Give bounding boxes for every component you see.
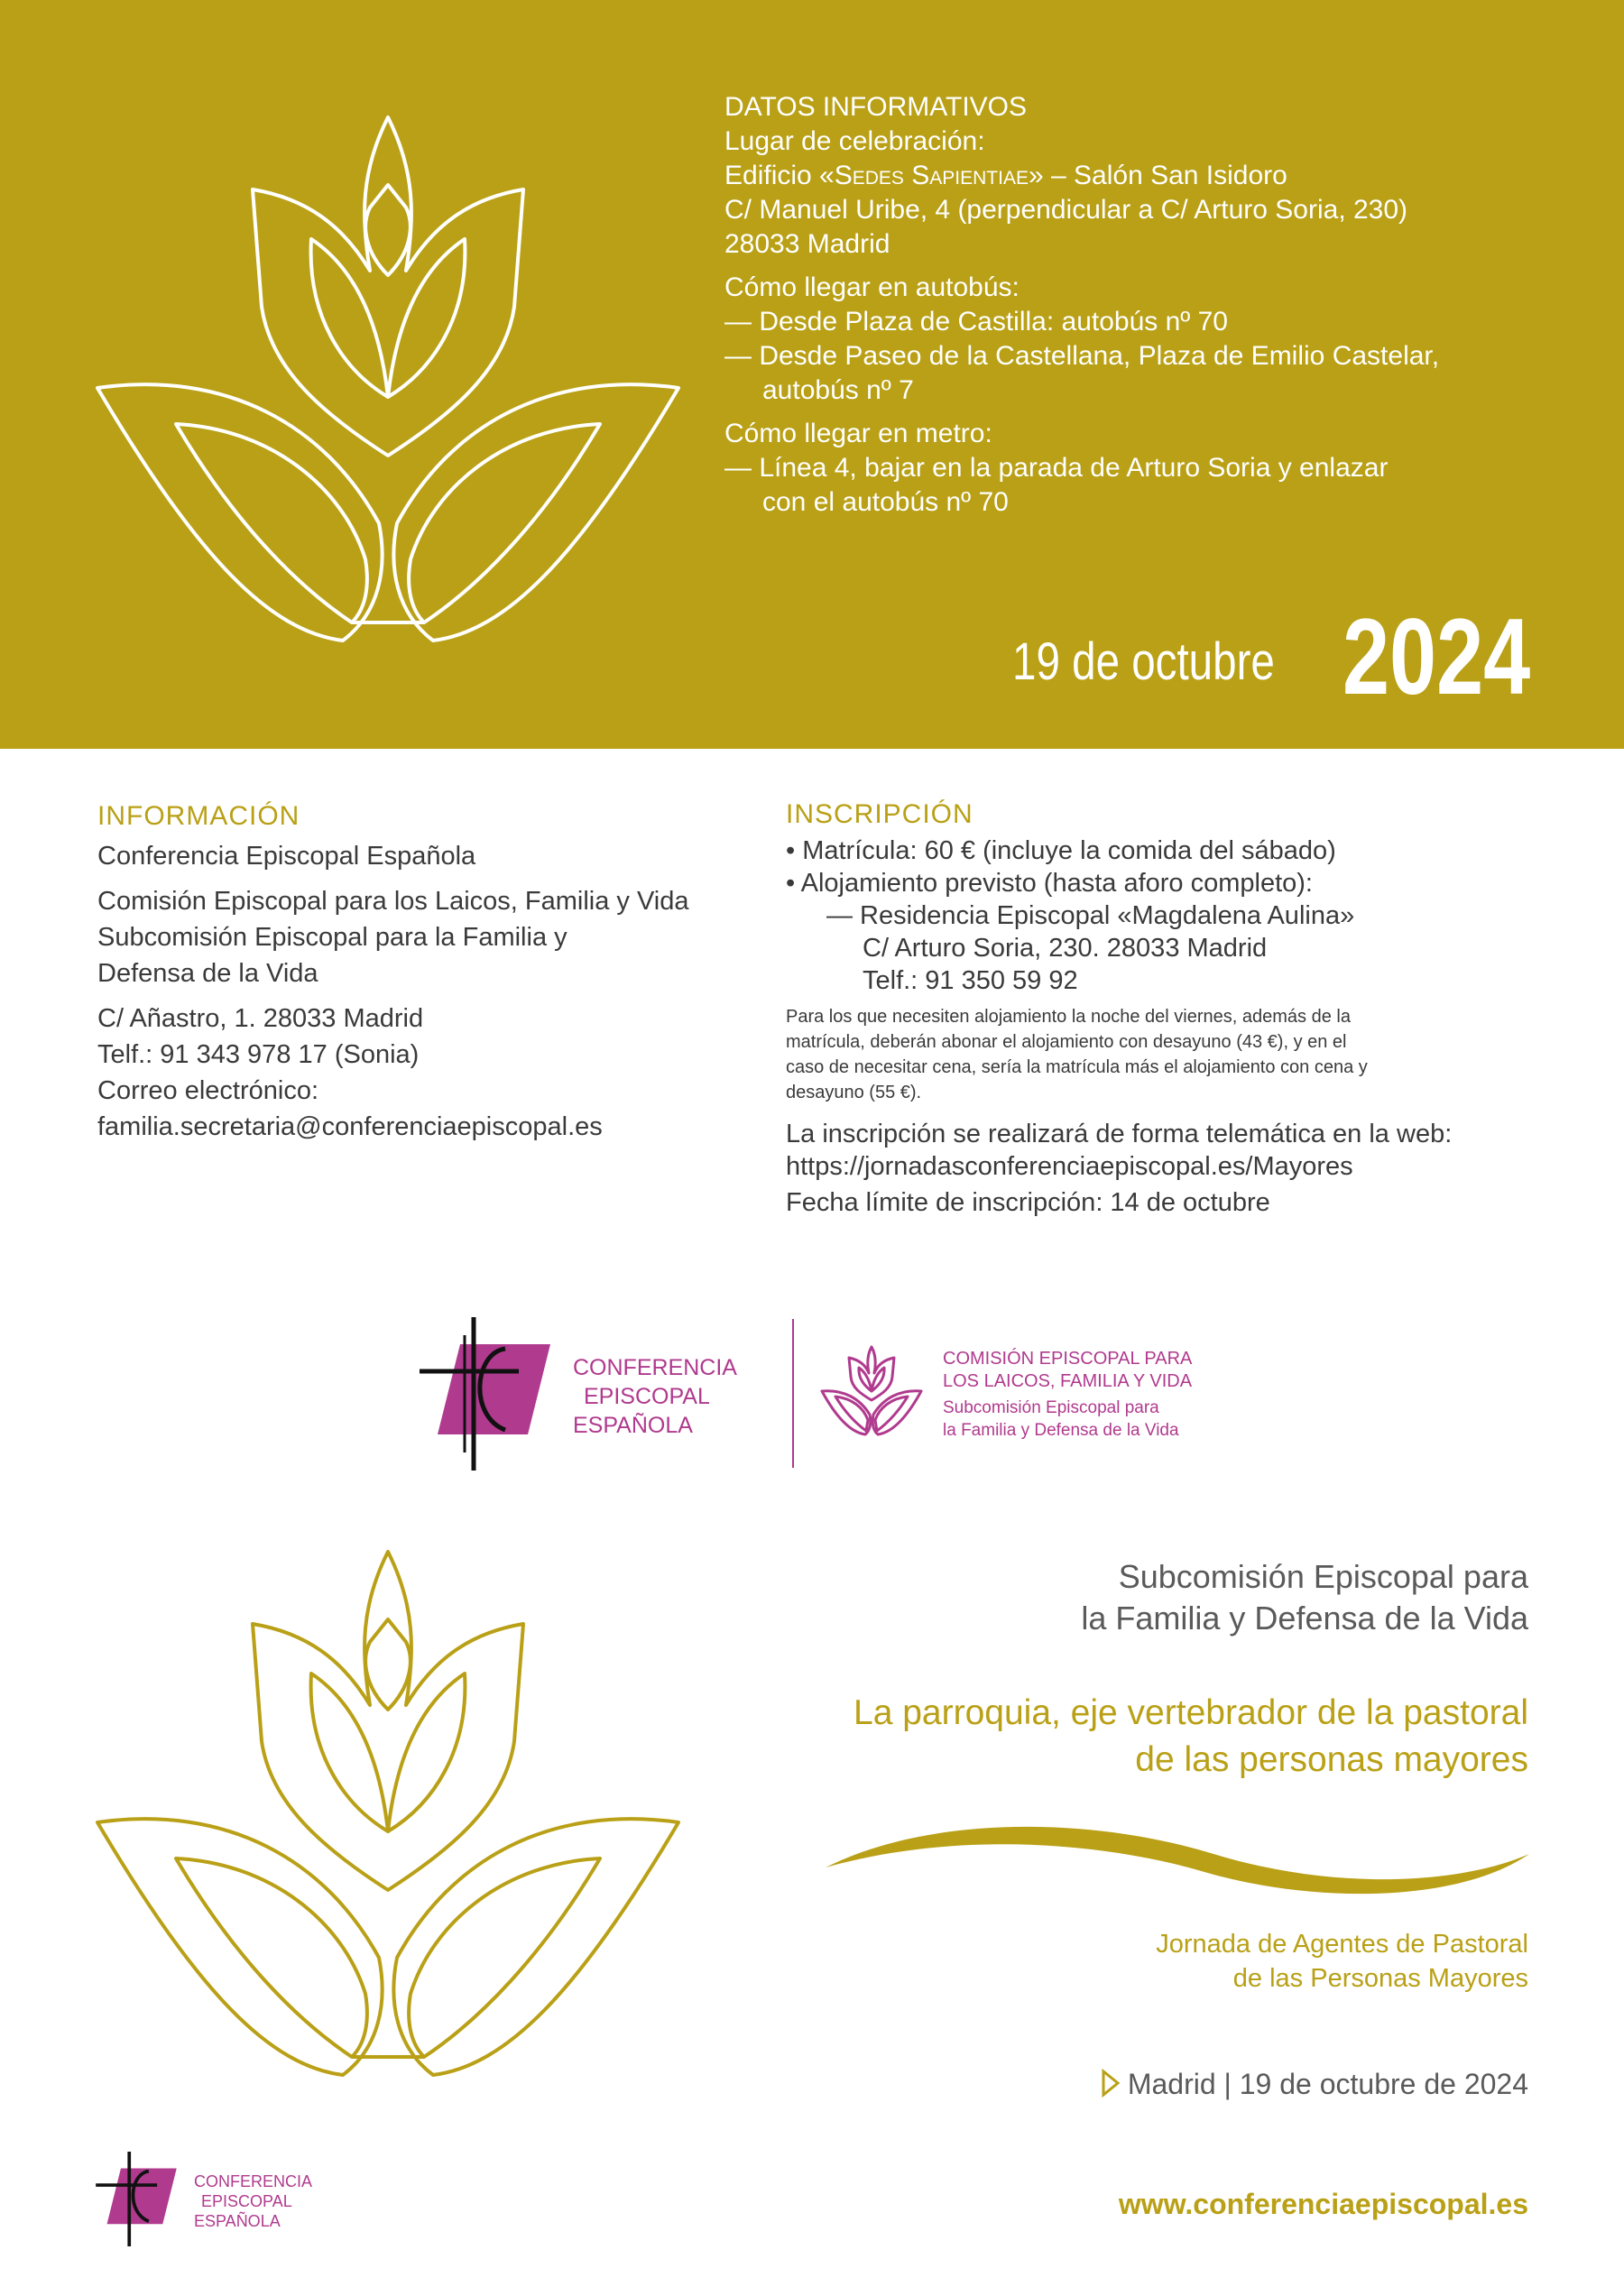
cee-small-line-1: CONFERENCIA [194, 2172, 313, 2190]
commission-lotus-icon [820, 1344, 924, 1443]
informacion-heading: INFORMACIÓN [97, 801, 300, 831]
cover-title [716, 1690, 1528, 1784]
inscripcion-section [786, 798, 1562, 1219]
cover-place-date [1101, 2066, 1528, 2102]
bus-route-2-cont: autobús nº 7 [762, 375, 914, 405]
registration-url-link[interactable]: https://jornadasconferenciaepiscopal.es/Mayores [786, 1152, 1353, 1181]
commission-logo-line-1: COMISIÓN EPISCOPAL PARA [943, 1349, 1193, 1369]
info-org: Conferencia Episcopal Española [97, 842, 476, 871]
commission-logo-line-4: la Familia y Defensa de la Vida [943, 1421, 1179, 1440]
commission-logo-line-2: LOS LAICOS, FAMILIA Y VIDA [943, 1371, 1193, 1391]
registration-web-text: La inscripción se realizará de forma telemática en la web: [786, 1120, 1453, 1148]
venue-line-2: C/ Manuel Uribe, 4 (perpendicular a C/ Arturo Soria, 230) [724, 195, 1408, 225]
bus-route-2: — Desde Paseo de la Castellana, Plaza de Emilio Castelar, [724, 341, 1440, 371]
info-commission: Comisión Episcopal para los Laicos, Familia y Vida [97, 887, 689, 916]
cover-subcommission-2: la Familia y Defensa de la Vida [1081, 1600, 1528, 1637]
info-title: DATOS INFORMATIVOS [724, 92, 1028, 122]
venue-pre: Edificio « [724, 161, 835, 190]
cover-jornada-2: de las Personas Mayores [1232, 1964, 1528, 1993]
commission-logo [817, 1344, 1250, 1462]
info-phone: Telf.: 91 343 978 17 (Sonia) [97, 1040, 420, 1069]
triangle-bullet-icon [1101, 2069, 1121, 2098]
cee-logo-line-3: ESPAÑOLA [573, 1413, 693, 1438]
event-date: 19 de octubre [1012, 632, 1275, 691]
venue-post: » – Salón San Isidoro [1028, 161, 1287, 190]
info-address: C/ Añastro, 1. 28033 Madrid [97, 1004, 424, 1033]
info-subcommission-1: Subcomisión Episcopal para la Familia y [97, 923, 567, 952]
cover-title-1: La parroquia, eje vertebrador de la pastoral [854, 1693, 1528, 1732]
inscripcion-heading: INSCRIPCIÓN [786, 799, 973, 829]
cee-small-line-2: EPISCOPAL [201, 2192, 292, 2210]
info-email-label: Correo electrónico: [97, 1076, 318, 1105]
lodging-note-2: matrícula, deberán abonar el alojamiento con desayuno (43 €), y en el [786, 1032, 1347, 1052]
cover-jornada-1: Jornada de Agentes de Pastoral [1156, 1930, 1528, 1959]
event-year: 2024 [1343, 596, 1531, 717]
lotus-outline-bottom-icon [90, 1534, 686, 2120]
lodging-note [786, 1004, 1562, 1105]
registration-deadline: Fecha límite de inscripción: 14 de octubre [786, 1188, 1270, 1217]
website-link[interactable]: www.conferenciaepiscopal.es [1118, 2188, 1528, 2220]
lotus-outline-top-icon [90, 99, 686, 686]
metro-label: Cómo llegar en metro: [724, 419, 992, 448]
residence-phone: Telf.: 91 350 59 92 [863, 966, 1078, 995]
lodging-note-1: Para los que necesiten alojamiento la noche del viernes, además de la [786, 1007, 1351, 1027]
residence-name: — Residencia Episcopal «Magdalena Aulina» [826, 901, 1355, 930]
info-email-link[interactable]: familia.secretaria@conferenciaepiscopal.es [97, 1112, 603, 1141]
decorative-swoosh [826, 1818, 1529, 1904]
cee-emblem-icon [420, 1317, 555, 1471]
cover-title-2: de las personas mayores [1135, 1740, 1528, 1779]
lodging-item: • Alojamiento previsto (hasta aforo completo): [786, 869, 1313, 898]
venue-line-1 [724, 159, 1591, 193]
venue-line-3: 28033 Madrid [724, 229, 890, 259]
cover-subcommission-1: Subcomisión Episcopal para [1118, 1558, 1528, 1595]
metro-route-1-cont: con el autobús nº 70 [762, 487, 1009, 517]
cover-jornada [716, 1927, 1528, 1996]
info-subcommission-2: Defensa de la Vida [97, 959, 318, 988]
cee-logo-small [95, 2152, 347, 2251]
cee-logo-line-1: CONFERENCIA [573, 1355, 737, 1380]
lodging-note-4: desayuno (55 €). [786, 1083, 922, 1102]
cover-place-text: Madrid | 19 de octubre de 2024 [1127, 2068, 1528, 2100]
cover-subcommission [716, 1556, 1528, 1639]
lodging-note-3: caso de necesitar cena, sería la matrícula más el alojamiento con cena y [786, 1057, 1368, 1077]
informacion-section [97, 798, 747, 1145]
cee-logo-line-2: EPISCOPAL [584, 1384, 710, 1409]
residence-address: C/ Arturo Soria, 230. 28033 Madrid [863, 934, 1268, 963]
commission-logo-line-3: Subcomisión Episcopal para [943, 1398, 1159, 1417]
cee-emblem-small-icon [95, 2152, 180, 2246]
metro-route-1: — Línea 4, bajar en la parada de Arturo Soria y enlazar [724, 453, 1389, 483]
fee-item: • Matrícula: 60 € (incluye la comida del sábado) [786, 836, 1336, 865]
cee-small-line-3: ESPAÑOLA [194, 2212, 281, 2230]
event-info-block [724, 90, 1591, 520]
bus-route-1: — Desde Plaza de Castilla: autobús nº 70 [724, 307, 1228, 337]
bus-label: Cómo llegar en autobús: [724, 272, 1020, 302]
venue-building: Sedes Sapientiae [834, 161, 1029, 190]
cee-logo [420, 1317, 762, 1475]
logo-divider [792, 1319, 794, 1468]
venue-label: Lugar de celebración: [724, 126, 985, 156]
